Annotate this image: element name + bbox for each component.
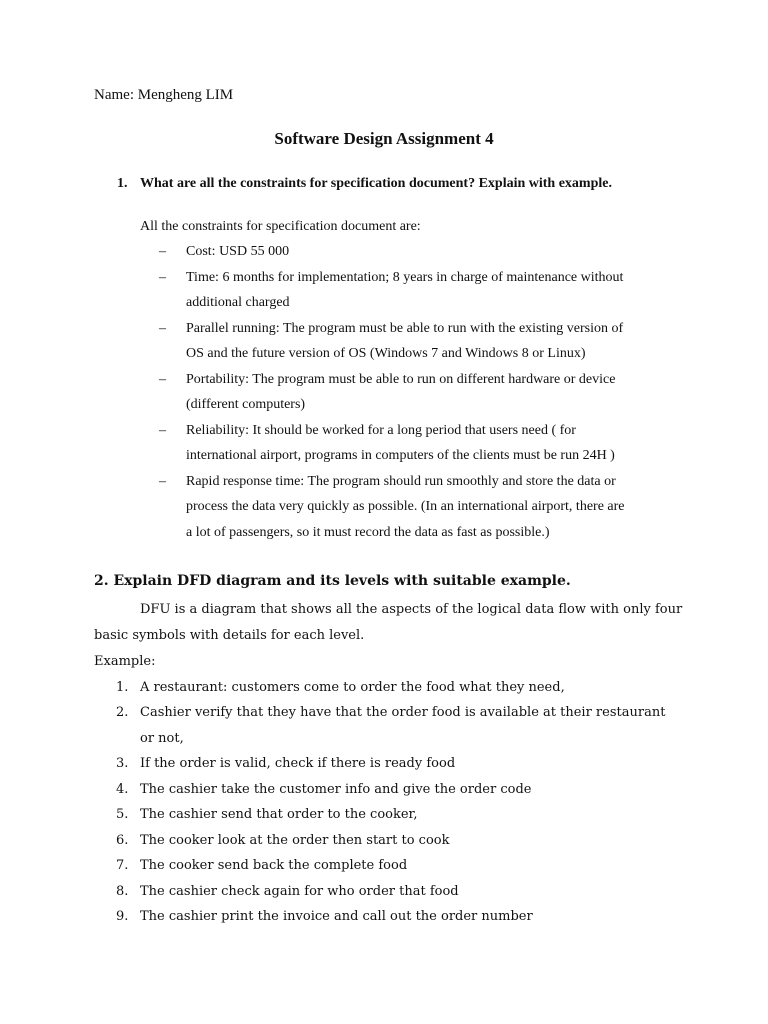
step-text: If the order is valid, check if there is ready food xyxy=(140,756,456,771)
author-name: Name: Mengheng LIM xyxy=(94,87,234,103)
question-1-number: 1. xyxy=(117,176,128,191)
step-number: 9. xyxy=(116,909,129,924)
step-text: The cashier print the invoice and call out the order number xyxy=(140,909,533,924)
constraint-reliability-line: international airport, programs in computers of the clients must be run 24H ) xyxy=(186,448,615,463)
bullet-dash: – xyxy=(159,474,166,489)
bullet-dash: – xyxy=(159,372,166,387)
step-text: The cooker look at the order then start to cook xyxy=(140,833,450,848)
constraint-time-line: Time: 6 months for implementation; 8 years in charge of maintenance without xyxy=(186,270,624,285)
dfd-definition-line: DFU is a diagram that shows all the aspects of the logical data flow with only four xyxy=(140,602,683,617)
step-number: 5. xyxy=(116,807,129,822)
constraint-parallel-line: Parallel running: The program must be able to run with the existing version of xyxy=(186,321,624,336)
bullet-dash: – xyxy=(159,270,166,285)
step-text: The cashier send that order to the cooker, xyxy=(140,807,418,822)
step-number: 3. xyxy=(116,756,129,771)
bullet-dash: – xyxy=(159,321,166,336)
example-label: Example: xyxy=(94,654,156,669)
constraint-cost: Cost: USD 55 000 xyxy=(186,244,290,259)
constraint-portability-line: Portability: The program must be able to run on different hardware or device xyxy=(186,372,616,387)
constraint-time-line: additional charged xyxy=(186,295,290,310)
bullet-dash: – xyxy=(159,244,166,259)
step-text: A restaurant: customers come to order the food what they need, xyxy=(140,680,565,695)
constraint-parallel-line: OS and the future version of OS (Windows 7 and Windows 8 or Linux) xyxy=(186,346,586,361)
step-text: Cashier verify that they have that the order food is available at their restaurant xyxy=(140,705,666,720)
question-2-heading: 2. Explain DFD diagram and its levels with suitable example. xyxy=(94,573,571,589)
bullet-dash: – xyxy=(159,423,166,438)
constraint-response-line: Rapid response time: The program should run smoothly and store the data or xyxy=(186,474,616,489)
step-text: The cashier check again for who order that food xyxy=(140,884,459,899)
step-text: The cooker send back the complete food xyxy=(140,858,408,873)
step-number: 7. xyxy=(116,858,129,873)
constraint-response-line: a lot of passengers, so it must record the data as fast as possible.) xyxy=(186,525,550,540)
step-number: 1. xyxy=(116,680,129,695)
step-number: 6. xyxy=(116,833,129,848)
constraints-intro: All the constraints for specification document are: xyxy=(140,219,421,234)
constraint-response-line: process the data very quickly as possible. (In an international airport, there are xyxy=(186,499,625,514)
question-1-text: What are all the constraints for specification document? Explain with example. xyxy=(140,176,612,191)
step-text: The cashier take the customer info and give the order code xyxy=(140,782,532,797)
document-title: Software Design Assignment 4 xyxy=(274,129,494,148)
dfd-definition-line: basic symbols with details for each level. xyxy=(94,628,365,643)
constraint-reliability-line: Reliability: It should be worked for a long period that users need ( for xyxy=(186,423,576,438)
step-number: 4. xyxy=(116,782,129,797)
step-text: or not, xyxy=(140,731,184,746)
constraint-portability-line: (different computers) xyxy=(186,397,306,412)
step-number: 8. xyxy=(116,884,129,899)
step-number: 2. xyxy=(116,705,129,720)
